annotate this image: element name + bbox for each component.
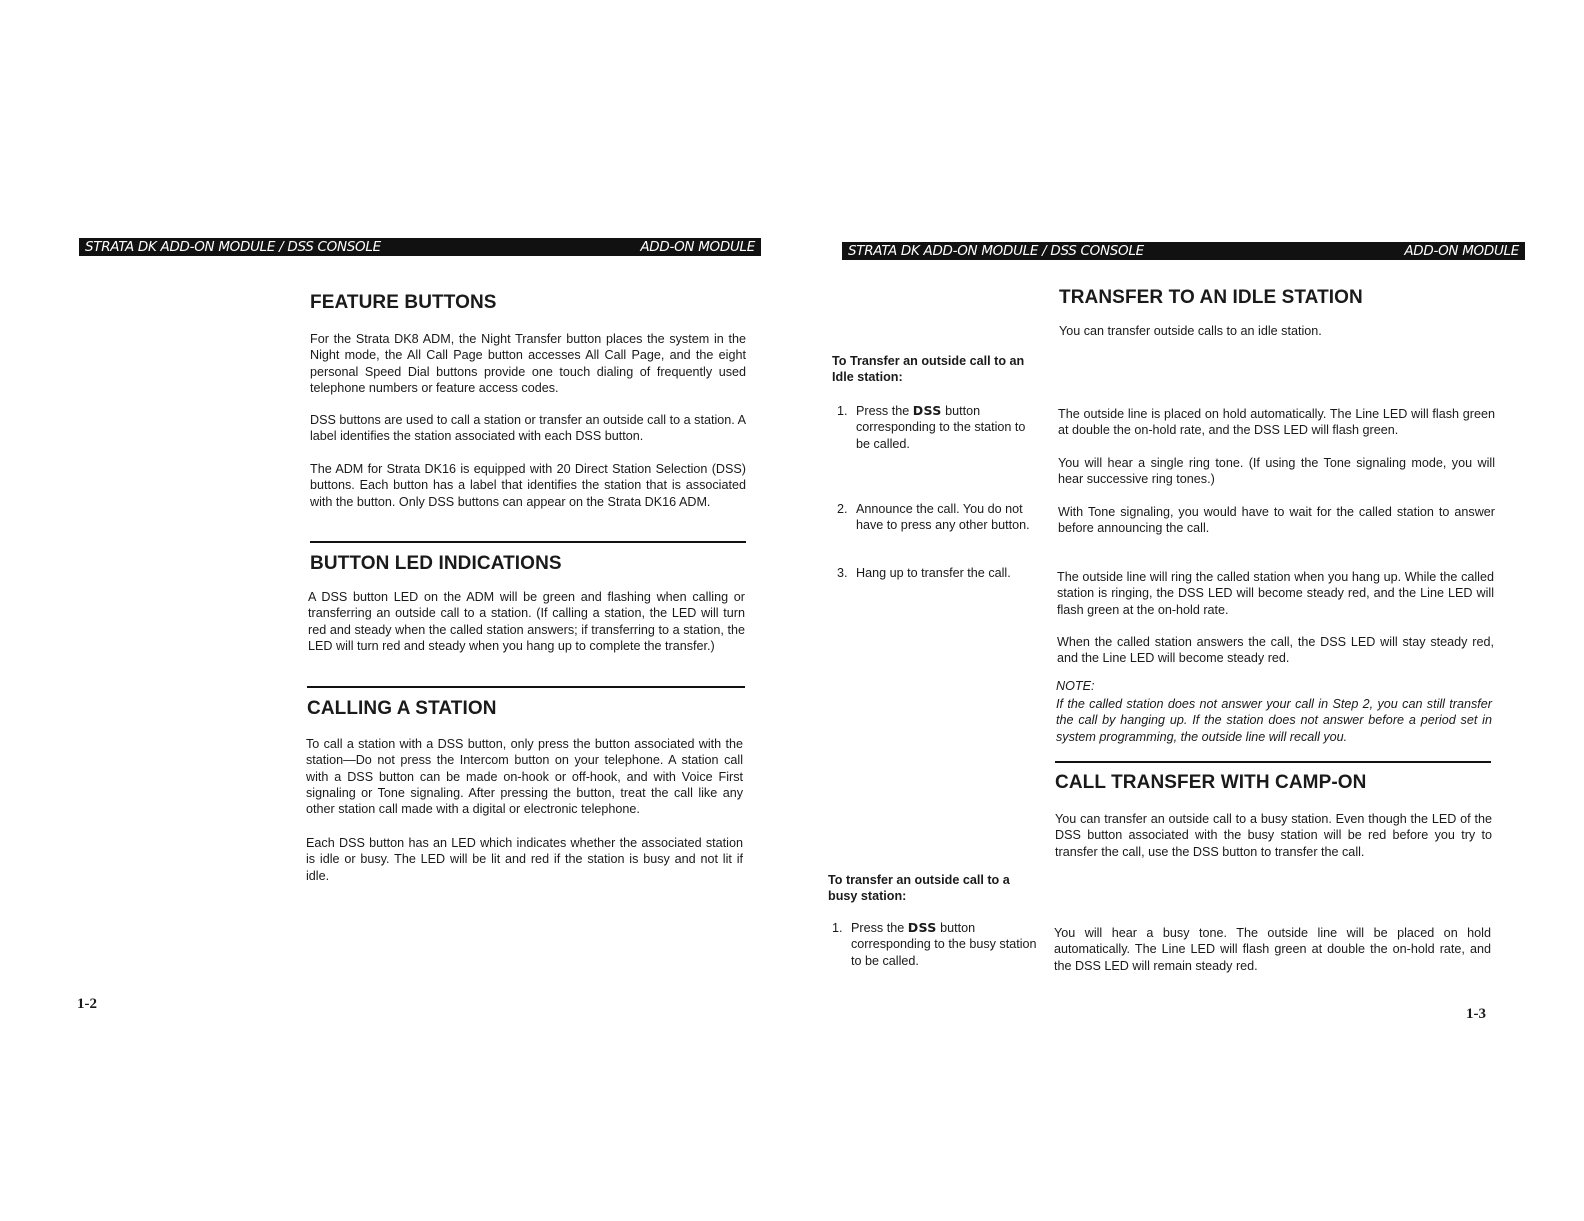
section-title-button-led: BUTTON LED INDICATIONS <box>310 553 562 574</box>
feature-buttons-paragraph-1: For the Strata DK8 ADM, the Night Transfer button places the system in the Night mode, the All Call Page button accesses All Call Page, and the eight personal Speed Dial buttons provide one touch dialing of frequently used telephone numbers or feature access codes. <box>310 332 746 395</box>
step-number: 1. <box>837 404 848 418</box>
result-text: The outside line will ring the called station when you hang up. While the called station is ringing, the DSS LED will become steady red, and the Line LED will flash green at the on-hold rate. <box>1057 570 1494 617</box>
button-led-paragraph: A DSS button LED on the ADM will be green and flashing when calling or transferring an outside call to a station. (If calling a station, the LED will turn red and steady when the called station answers; if transferring to a station, the LED will turn red and steady when you hang up to complete the transfer.) <box>308 590 745 653</box>
section-title-camp-on: CALL TRANSFER WITH CAMP-ON <box>1055 772 1367 793</box>
result-text: You will hear a busy tone. The outside line will be placed on hold automatically. The Line LED will flash green at double the on-hold rate, and the DSS LED will remain steady red. <box>1054 926 1491 973</box>
result-text: The outside line is placed on hold automatically. The Line LED will flash green at double the on-hold rate, and the DSS LED will flash green. <box>1058 407 1495 438</box>
header-bar-right <box>842 242 1525 260</box>
header-title: STRATA DK ADD-ON MODULE / DSS CONSOLE <box>85 239 381 255</box>
step-item <box>837 403 1042 452</box>
transfer-idle-intro: You can transfer outside calls to an idle station. <box>1059 324 1322 338</box>
page-number-right: 1-3 <box>1466 1006 1486 1022</box>
calling-station-paragraph-1: To call a station with a DSS button, only press the button associated with the station—Do not press the Intercom button on your telephone. A station call with a DSS button can be made on-hook or off-hook, and with Voice First signaling or Tone signaling. After pressing the button, treat the call like any other station call made with a digital or electronic telephone. <box>306 737 743 817</box>
feature-buttons-paragraph-3: The ADM for Strata DK16 is equipped with 20 Direct Station Selection (DSS) buttons. Each button has a label that identifies the station that is associated with the button. Only DSS buttons can appear on the Strata DK16 ADM. <box>310 462 746 509</box>
feature-buttons-paragraph-2: DSS buttons are used to call a station or transfer an outside call to a station. A label identifies the station associated with each DSS button. <box>310 413 746 444</box>
section-title-feature-buttons: FEATURE BUTTONS <box>310 292 497 313</box>
dss-key-label: DSS <box>907 920 937 935</box>
header-section: ADD-ON MODULE <box>1404 243 1519 259</box>
camp-on-intro: You can transfer an outside call to a busy station. Even though the LED of the DSS button associated with the busy station will be red before you try to transfer the call, use the DSS button to transfer the call. <box>1055 812 1492 859</box>
procedure-heading-busy: To transfer an outside call to a busy station: <box>828 873 1010 903</box>
step-text: Hang up to transfer the call. <box>856 566 1011 580</box>
section-divider <box>1055 761 1491 763</box>
header-title: STRATA DK ADD-ON MODULE / DSS CONSOLE <box>848 243 1144 259</box>
step-text: Press the <box>856 404 913 418</box>
header-bar-left <box>79 238 761 256</box>
step-item <box>832 920 1037 969</box>
result-text: You will hear a single ring tone. (If using the Tone signaling mode, you will hear successive ring tones.) <box>1058 456 1495 487</box>
step-text: Press the <box>851 921 908 935</box>
procedure-heading-idle: To Transfer an outside call to an Idle station: <box>832 354 1025 384</box>
step-text: button corresponding to the busy station to be called. <box>851 921 1037 968</box>
section-divider <box>310 541 746 543</box>
section-title-calling-station: CALLING A STATION <box>307 698 497 719</box>
step-item <box>837 565 1042 581</box>
step-item <box>837 501 1042 534</box>
step-number: 2. <box>837 502 848 516</box>
section-divider <box>307 686 745 688</box>
step-number: 3. <box>837 566 848 580</box>
result-text: When the called station answers the call, the DSS LED will stay steady red, and the Line LED will become steady red. <box>1057 635 1494 666</box>
calling-station-paragraph-2: Each DSS button has an LED which indicates whether the associated station is idle or busy. The LED will be lit and red if the station is busy and not lit if idle. <box>306 836 743 883</box>
step-text: button corresponding to the station to be called. <box>856 404 1026 451</box>
page-number-left: 1-2 <box>77 996 97 1012</box>
note-text: If the called station does not answer your call in Step 2, you can still transfer the call by hanging up. If the station does not answer before a period set in system programming, the outside line will recall you. <box>1056 697 1492 744</box>
section-title-transfer-idle: TRANSFER TO AN IDLE STATION <box>1059 287 1363 308</box>
header-section: ADD-ON MODULE <box>640 239 755 255</box>
note-label: NOTE: <box>1056 679 1095 693</box>
dss-key-label: DSS <box>912 403 942 418</box>
step-number: 1. <box>832 921 843 935</box>
step-text: Announce the call. You do not have to press any other button. <box>856 502 1030 533</box>
result-text: With Tone signaling, you would have to wait for the called station to answer before announcing the call. <box>1058 505 1495 536</box>
